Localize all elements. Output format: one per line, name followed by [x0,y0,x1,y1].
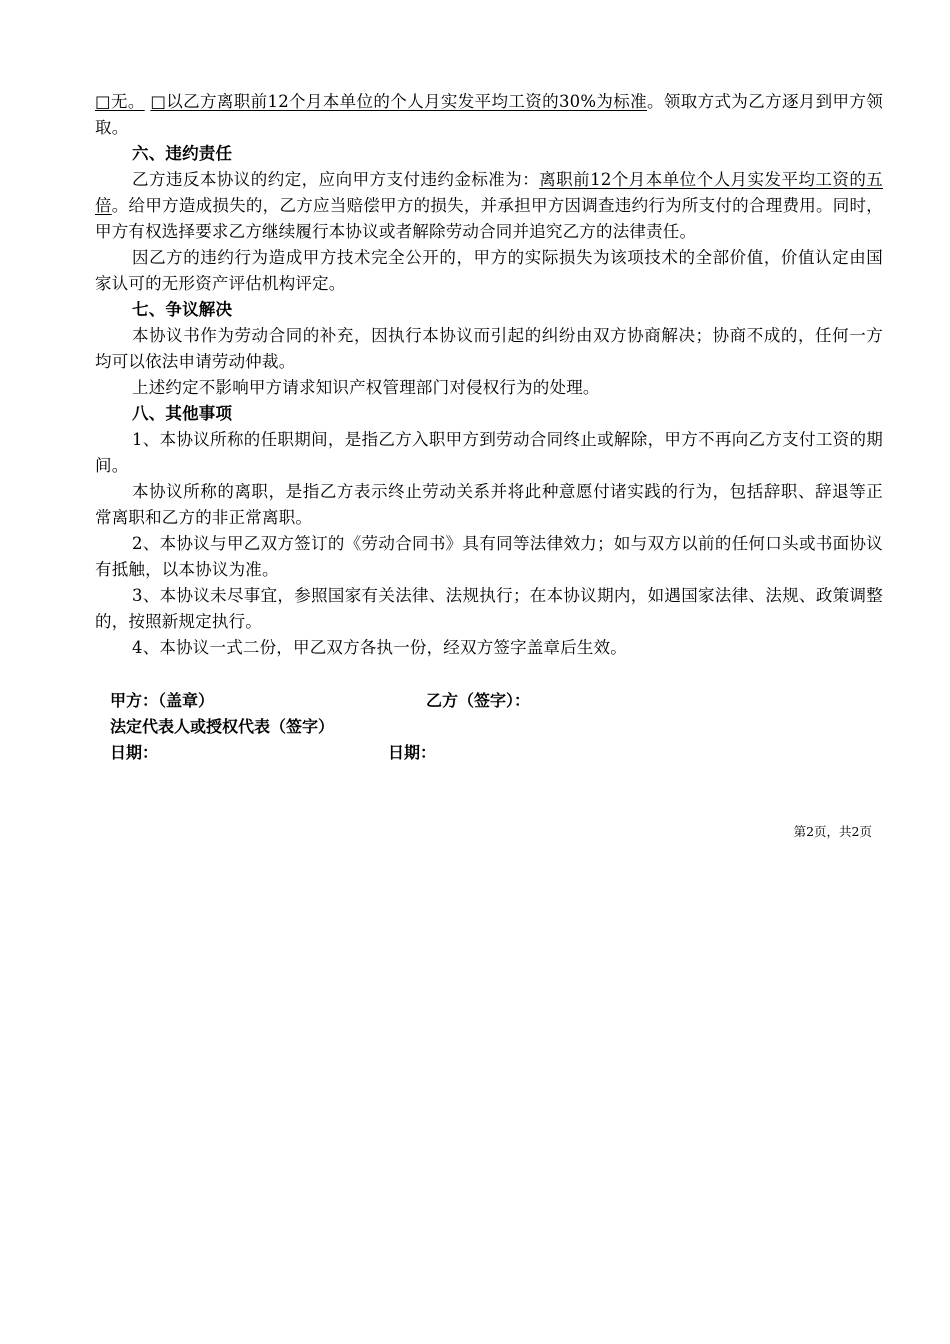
penalty-details-text: 。给甲方造成损失的，乙方应当赔偿甲方的损失，并承担甲方因调查违约行为所支付的合理费用。同时，甲方有权选择要求乙方继续履行本协议或者解除劳动合同并追究乙方的法律责任。 [95,196,884,241]
paragraph-term-definition: 1、本协议所称的任职期间，是指乙方入职甲方到劳动合同终止或解除，甲方不再向乙方支付工资的期间。 [95,430,883,475]
document-body [95,89,883,661]
party-b-date-label: 日期： [388,743,437,762]
party-b-signature-label: 乙方（签字）： [426,691,531,710]
paragraph-departure-definition: 本协议所称的离职，是指乙方表示终止劳动关系并将此种意愿付诸实践的行为，包括辞职、辞退等正常离职和乙方的非正常离职。 [95,482,883,527]
option-none: □无。 [95,92,145,111]
section-heading-dispute: 七、争议解决 [132,300,233,319]
signature-block [110,688,850,766]
paragraph-dispute-resolution: 本协议书作为劳动合同的补充，因执行本协议而引起的纠纷由双方协商解决；协商不成的，任何一方均可以依法申请劳动仲裁。 [95,326,883,371]
collection-method-text: 。领取方式为乙方逐月到甲方领取。 [95,92,883,137]
option-thirty-percent: □以乙方离职前12个月本单位的个人月实发平均工资的30%为标准 [150,92,647,111]
party-a-seal-label: 甲方：（盖章） [110,691,215,710]
paragraph-unresolved-matters: 3、本协议未尽事宜，参照国家有关法律、法规执行；在本协议期内，如遇国家法律、法规、政策调整的，按照新规定执行。 [95,586,883,631]
page-number: 第2页，共2页 [793,824,872,839]
representative-signature-label: 法定代表人或授权代表（签字） [110,717,335,736]
section-heading-other: 八、其他事项 [132,404,233,423]
signature-row-parties [110,688,850,714]
signature-row-dates [110,740,850,766]
section-heading-breach: 六、违约责任 [132,144,233,163]
penalty-intro-text: 乙方违反本协议的约定，应向甲方支付违约金标准为： [132,170,540,189]
paragraph-breach-penalty [95,167,883,245]
paragraph-legal-effect: 2、本协议与甲乙双方签订的《劳动合同书》具有同等法律效力；如与双方以前的任何口头或书面协议有抵触，以本协议为准。 [95,534,883,579]
paragraph-ip-handling: 上述约定不影响甲方请求知识产权管理部门对侵权行为的处理。 [132,378,600,397]
signature-row-representative [110,714,850,740]
paragraph-copies: 4、本协议一式二份，甲乙双方各执一份，经双方签字盖章后生效。 [132,638,627,657]
penalty-standard: 离职前12个月本单位个人月实发平均工资的五倍 [95,170,883,215]
paragraph-compensation-terms [95,89,883,141]
paragraph-breach-disclosure: 因乙方的违约行为造成甲方技术完全公开的，甲方的实际损失为该项技术的全部价值，价值认定由国家认可的无形资产评估机构评定。 [95,248,883,293]
party-a-date-label: 日期： [110,743,159,762]
